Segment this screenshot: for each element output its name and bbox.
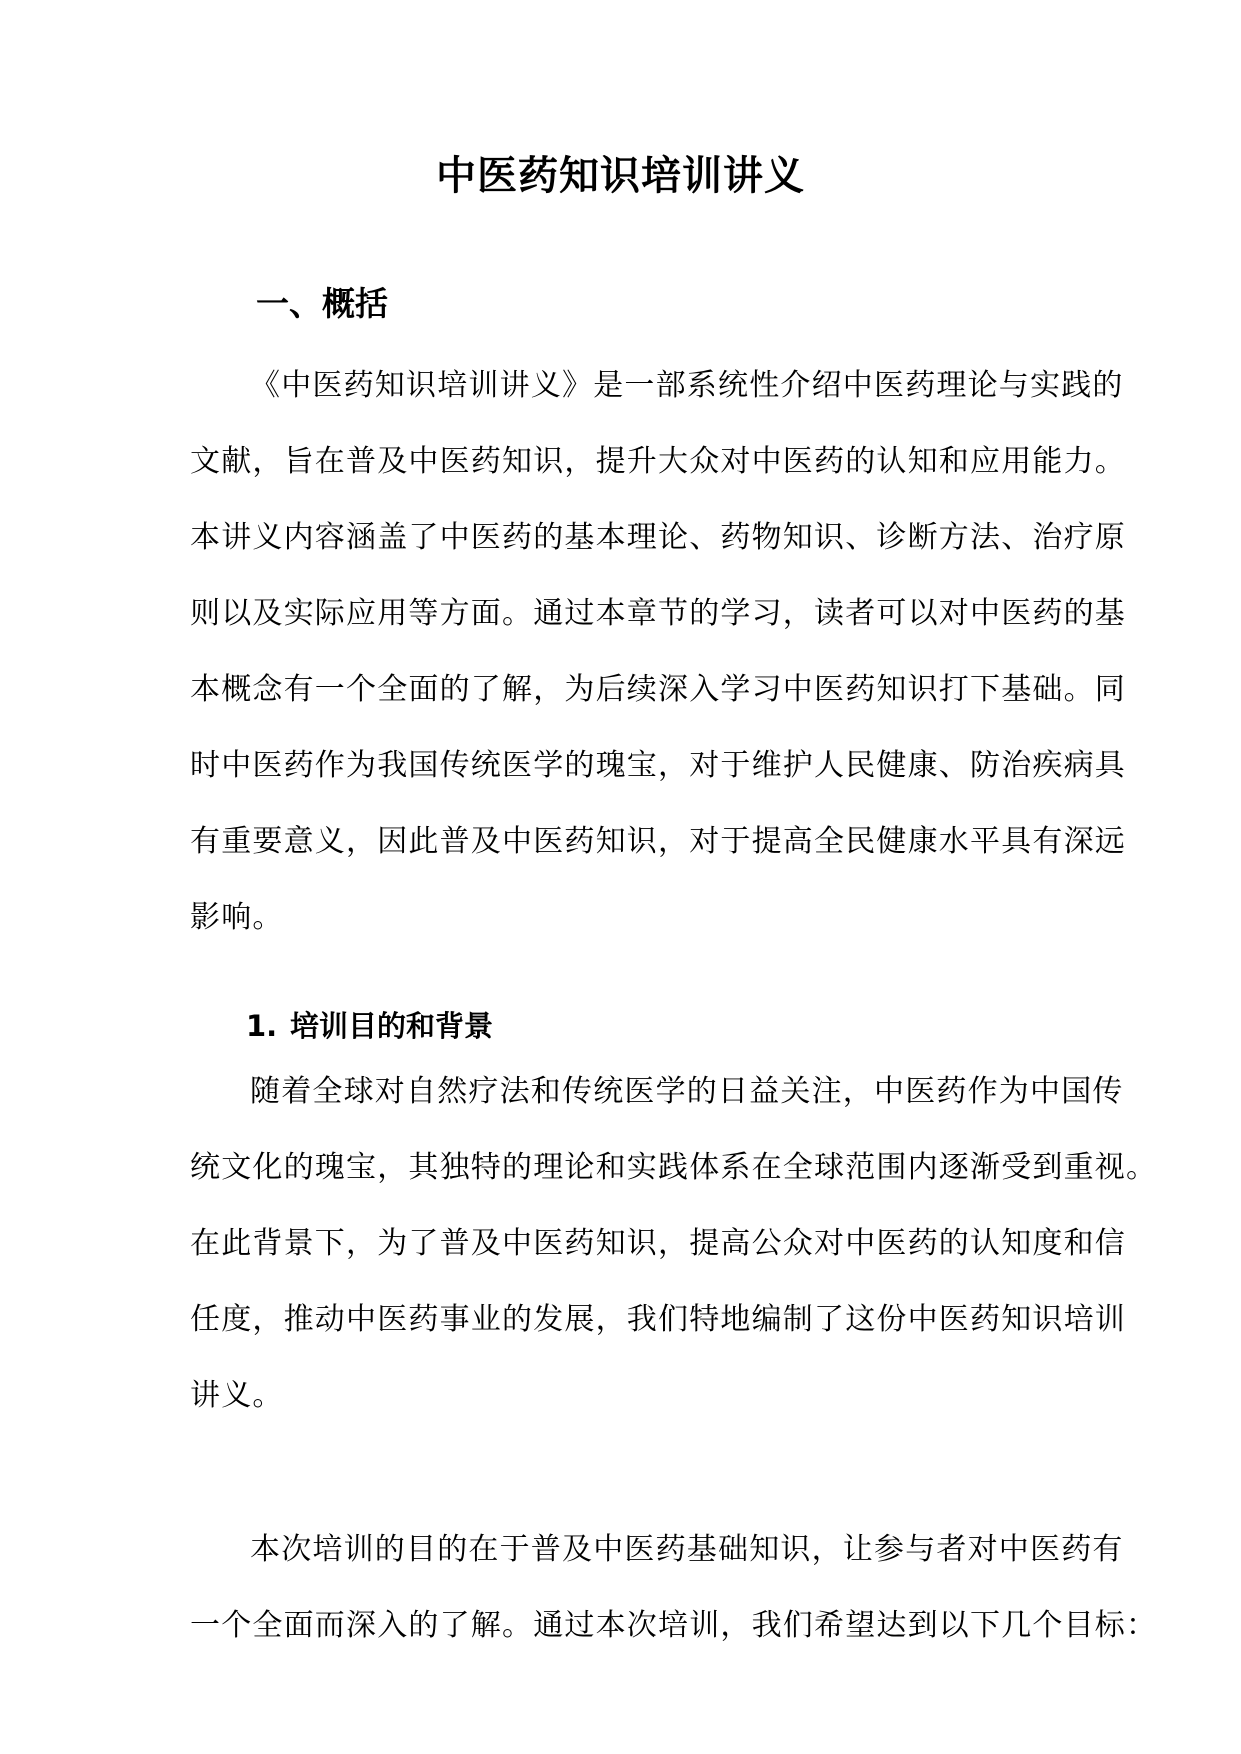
paragraph-line: 则以及实际应用等方面。通过本章节的学习，读者可以对中医药的基 — [190, 596, 1126, 631]
paragraph-line: 《中医药知识培训讲义》是一部系统性介绍中医药理论与实践的 — [250, 368, 1124, 403]
paragraph-line: 在此背景下，为了普及中医药知识，提高公众对中医药的认知度和信 — [190, 1226, 1126, 1261]
paragraph-line: 影响。 — [190, 900, 284, 935]
paragraph-line: 时中医药作为我国传统医学的瑰宝，对于维护人民健康、防治疾病具 — [190, 748, 1126, 783]
section-heading-overview: 一、概括 — [256, 284, 388, 323]
paragraph-line: 讲义。 — [190, 1378, 284, 1413]
paragraph-line: 统文化的瑰宝，其独特的理论和实践体系在全球范围内逐渐受到重视。 — [190, 1150, 1158, 1185]
paragraph-line: 本概念有一个全面的了解，为后续深入学习中医药知识打下基础。同 — [190, 672, 1126, 707]
paragraph-line: 文献，旨在普及中医药知识，提升大众对中医药的认知和应用能力。 — [190, 444, 1126, 479]
paragraph-line: 任度，推动中医药事业的发展，我们特地编制了这份中医药知识培训 — [190, 1302, 1126, 1337]
subsection-title: 培训目的和背景 — [290, 1009, 494, 1043]
subsection-heading-purpose — [246, 1006, 493, 1046]
overview-paragraph — [190, 348, 1126, 956]
paragraph-line: 有重要意义，因此普及中医药知识，对于提高全民健康水平具有深远 — [190, 824, 1126, 859]
purpose-paragraph-1 — [190, 1054, 1158, 1434]
paragraph-line: 本讲义内容涵盖了中医药的基本理论、药物知识、诊断方法、治疗原 — [190, 520, 1126, 555]
paragraph-line: 本次培训的目的在于普及中医药基础知识，让参与者对中医药有 — [250, 1532, 1124, 1567]
document-title: 中医药知识培训讲义 — [436, 152, 805, 199]
purpose-paragraph-2 — [190, 1512, 1158, 1664]
paragraph-line: 随着全球对自然疗法和传统医学的日益关注，中医药作为中国传 — [250, 1074, 1124, 1109]
subsection-number: 1. — [246, 1009, 278, 1043]
paragraph-line: 一个全面而深入的了解。通过本次培训，我们希望达到以下几个目标： — [190, 1608, 1158, 1643]
